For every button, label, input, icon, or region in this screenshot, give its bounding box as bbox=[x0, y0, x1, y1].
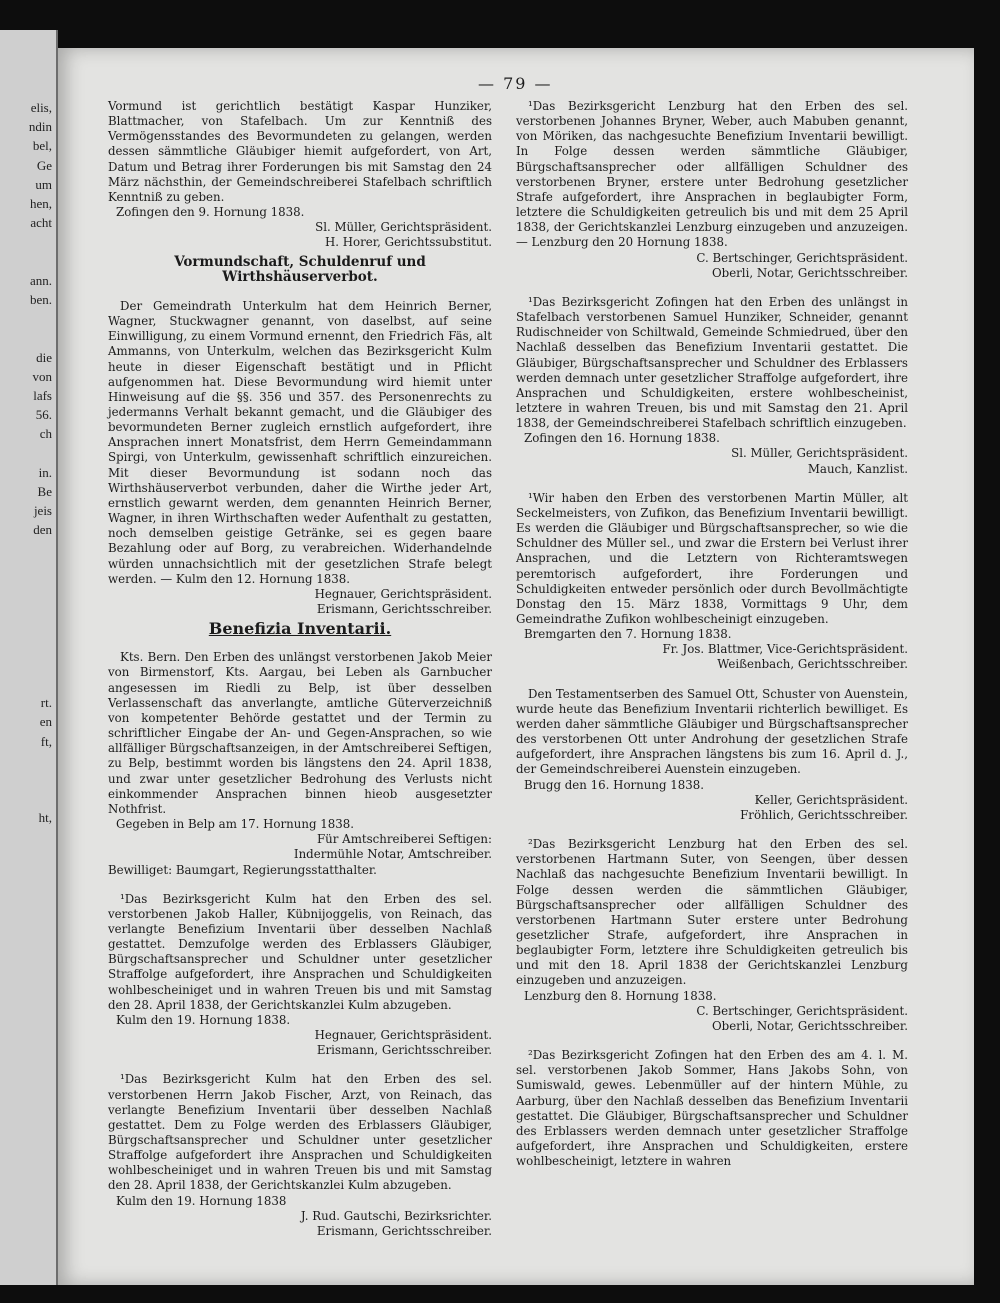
signature-line: Hegnauer, Gerichtspräsident. bbox=[314, 1028, 492, 1043]
margin-fragment: rt. bbox=[40, 695, 52, 711]
left-column bbox=[108, 99, 492, 1239]
margin-fragment: bel, bbox=[32, 138, 52, 154]
paragraph: Bewilliget: Baumgart, Regierungsstatthalter. bbox=[108, 862, 377, 877]
signature-line: Indermühle Notar, Amtschreiber. bbox=[293, 847, 492, 862]
date-line: Bremgarten den 7. Hornung 1838. bbox=[524, 627, 732, 642]
paragraph-gap bbox=[516, 477, 908, 491]
section-heading: Vormundschaft, Schuldenruf und Wirthshäuserverbot. bbox=[174, 253, 426, 285]
section-heading: Benefizia Inventarii. bbox=[208, 619, 392, 639]
date-line: Zofingen den 9. Hornung 1838. bbox=[116, 205, 305, 220]
paragraph: ¹Das Bezirksgericht Kulm hat den Erben des sel. verstorbenen Jakob Haller, Kübnijoggelis, von Reinach, das verlangte Benefizium Inventarii über desselben Nachlaß gestattet. Demzufolge werden des Erblassers Gläubiger, Bürgschaftsansprecher und Schuldner unter gesetzlicher Straffolge aufgefordert, ihre Ansprachen und Schuldigkeiten wohlbescheiniget und in wahren Treuen bis und mit Samstag den 28. April 1838, der Gerichtskanzlei Kulm abzugeben. bbox=[108, 891, 492, 1012]
paragraph: Kts. Bern. Den Erben des unlängst verstorbenen Jakob Meier von Birmenstorf, Kts. Aargau, bei Leben als Garnbucher angesessen im Riedli zu Belp, ist über desselben Verlassenschaft das anverlangte, amtliche Güterverzeichniß von kompetenter Behörde gestattet und der Termin zu schriftlicher Eingabe der An- und Gegen-Ansprachen, so wie allfälliger Bürgschaftsanzeigen, in der Amtschreiberei Seftigen, zu Belp, bestimmt worden bis längstens den 24. April 1838, und zwar unter gesetzlicher Bedrohung des Verlusts nicht einkommender Ansprachen binnen hieob ausgesetzter Nothfrist. bbox=[108, 650, 492, 816]
margin-fragment: ch bbox=[39, 426, 52, 442]
signature-line: C. Bertschinger, Gerichtspräsident. bbox=[696, 250, 908, 265]
margin-fragment: Be bbox=[37, 484, 52, 499]
margin-fragment: ht, bbox=[38, 810, 52, 826]
paragraph-gap bbox=[108, 636, 492, 650]
margin-fragment: en bbox=[39, 714, 52, 730]
paragraph-gap bbox=[516, 281, 908, 295]
margin-fragment: von bbox=[32, 368, 52, 384]
margin-fragment: den bbox=[33, 522, 52, 538]
signature-line: Erismann, Gerichtsschreiber. bbox=[316, 1043, 492, 1058]
signature-line: Erismann, Gerichtsschreiber. bbox=[316, 602, 492, 616]
paragraph: ¹Wir haben den Erben des verstorbenen Martin Müller, alt Seckelmeisters, von Zufikon, das Benefizium Inventarii bewilligt. Es werden die Gläubiger und Bürgschaftsansprecher, so wie die Schuldner des Müller sel., und zwar die Erstern bei Verlust ihrer Ansprachen, und die Letztern von Richteramtswegen peremtorisch aufgefordert, ihre Forderungen und Schuldigkeiten entweder persönlich oder durch Bevollmächtigte Donstag den 15. März 1838, Vormittags 9 Uhr, dem Gemeindrathe Zufikon wohlbescheinigt einzugeben. bbox=[516, 490, 908, 626]
signature-line: Hegnauer, Gerichtspräsident. bbox=[314, 586, 492, 601]
signature-line: Keller, Gerichtspräsident. bbox=[754, 792, 908, 807]
margin-fragment: ndin bbox=[28, 119, 52, 135]
margin-fragment: elis, bbox=[30, 100, 52, 115]
paragraph: ¹Das Bezirksgericht Lenzburg hat den Erben des sel. verstorbenen Johannes Bryner, Weber, auch Mabuben genannt, von Möriken, das nachgesuchte Benefizium Inventarii bewilligt. In Folge dessen werden sämmtliche Gläubiger, Bürgschaftsansprecher oder allfälligen Schuldner des verstorbenen Bryner, erstere unter Bedrohung gesetzlicher Strafe aufgefordert, ihre Ansprachen in beglaubigter Form, letztere die Schuldigkeiten getreulich bis und mit dem 25 April 1838, der Gerichtskanzlei Lenzburg einzugeben und anzuzeigen. — Lenzburg den 20 Hornung 1838. bbox=[516, 99, 908, 250]
margin-fragment: ben. bbox=[29, 292, 52, 307]
margin-fragment: hen, bbox=[29, 196, 52, 211]
date-line: Lenzburg den 8. Hornung 1838. bbox=[524, 988, 717, 1003]
signature-line: Weißenbach, Gerichtsschreiber. bbox=[717, 657, 908, 672]
margin-fragment: lafs bbox=[33, 388, 52, 403]
paragraph: ¹Das Bezirksgericht Zofingen hat den Erben des unlängst in Stafelbach verstorbenen Samuel Hunziker, Schneider, genannt Rudischneider von Schiltwald, Gemeinde Schmiedrued, über den Nachlaß desselben das Benefizium Inventarii gestattet. Die Gläubiger, Bürgschaftsansprecher und Schuldner des Erblassers werden demnach unter gesetzlicher Straffolge aufgefordert, ihre Ansprachen und Schuldigkeiten, erstere wohlbescheinist, letztere in wahren Treuen, bis und mit Samstag den 21. April 1838, der Gemeindschreiberei Stafelbach schriftlich einzugeben. bbox=[516, 294, 908, 431]
paragraph-gap bbox=[516, 823, 908, 837]
paragraph: Vormund ist gerichtlich bestätigt Kaspar Hunziker, Blattmacher, von Stafelbach. Um zur Kenntniß des Vermögensstandes des Bevormundeten zu gelangen, werden dessen sämmtliche Gläubiger hiemit aufgefordert, von Art, Datum und Betrag ihrer Forderungen bis mit Samstag den 24 März nächsthin, der Gemeindschreiberei Stafelbach schriftlich Kenntniß zu geben. bbox=[108, 99, 492, 204]
margin-fragment: 56. bbox=[35, 407, 52, 423]
signature-line: Fröhlich, Gerichtsschreiber. bbox=[740, 807, 908, 822]
signature-line: Mauch, Kanzlist. bbox=[807, 461, 908, 476]
paragraph-gap bbox=[108, 878, 492, 892]
paragraph-gap bbox=[108, 285, 492, 299]
paragraph: ¹Das Bezirksgericht Kulm hat den Erben des sel. verstorbenen Herrn Jakob Fischer, Arzt, von Reinach, das verlangte Benefizium Inventarii über desselben Nachlaß gestattet. Dem zu Folge werden des Erblassers Gläubiger, Bürgschaftsansprecher und Schuldner unter gesetzlicher Straffolge aufgefordert ihre Ansprachen und Schuldigkeiten wohlbescheiniget und in wahren Treuen bis und mit Samstag den 28. April 1838, der Gerichtskanzlei Kulm abzugeben. bbox=[108, 1072, 492, 1193]
signature-line: H. Horer, Gerichtssubstitut. bbox=[324, 235, 492, 250]
date-line: Gegeben in Belp am 17. Hornung 1838. bbox=[116, 817, 355, 832]
margin-fragment: acht bbox=[30, 215, 52, 231]
paragraph: Den Testamentserben des Samuel Ott, Schuster von Auenstein, wurde heute das Benefizium Inventarii richterlich bewilliget. Es werden daher sämmtliche Gläubiger und Bürgschaftsansprecher des verstorbenen Ott unter Androhung der gesetzlichen Strafe aufgefordert, ihre Ansprachen längstens bis zum 16. April d. J., der Gemeindschreiberei Auenstein einzugeben. bbox=[516, 686, 908, 777]
signature-line: Oberli, Notar, Gerichtsschreiber. bbox=[711, 1018, 908, 1033]
paragraph-gap bbox=[516, 1034, 908, 1048]
signature-line: J. Rud. Gautschi, Bezirksrichter. bbox=[300, 1208, 492, 1223]
signature-line: Sl. Müller, Gerichtspräsident. bbox=[731, 446, 908, 461]
paragraph: ²Das Bezirksgericht Lenzburg hat den Erben des sel. verstorbenen Hartmann Suter, von Seengen, über dessen Nachlaß das nachgesuchte Benefizium Inventarii bewilligt. In Folge dessen werden die sämmtlichen Gläubiger, Bürgschaftsansprecher oder allfälligen Schuldner des verstorbenen Hartmann Suter erstere unter Bedrohung gesetzlicher Strafe, aufgefordert, ihre Ansprachen in beglaubigter Form, letztere ihre Schuldigkeiten getreulich bis und mit den 18. April 1838 der Gerichtskanzlei Lenzburg einzugeben und anzuzeigen. bbox=[516, 837, 908, 988]
right-column bbox=[516, 99, 908, 1169]
date-line: Kulm den 19. Hornung 1838 bbox=[116, 1193, 287, 1208]
signature-line: C. Bertschinger, Gerichtspräsident. bbox=[696, 1003, 908, 1018]
signature-line: Erismann, Gerichtsschreiber. bbox=[316, 1223, 492, 1238]
paragraph: Der Gemeindrath Unterkulm hat dem Heinrich Berner, Wagner, Stuckwagner genannt, von daselbst, auf seine Einwilligung, zu einem Vormund ernennt, den Friedrich Fäs, alt Ammanns, von Unterkulm, welchen das Bezirksgericht Kulm heute in dieser Eigenschaft bestätigt und in Pflicht aufgenommen hat. Diese Bevormundung wird hiemit unter Hinweisung auf die §§. 356 und 357. des Personenrechts zu jedermanns Verhalt bekannt gemacht, und die Gläubiger des bevormundeten Berner zugleich ernstlich aufgefordert, ihre Ansprachen innert Monatsfrist, dem Herrn Gemeindammann Spirgi, von Unterkulm, gewissenhaft schriftlich einzureichen. Mit dieser Bevormundung ist sodann noch das Wirthshäuserverbot verbunden, daher die Wirthe jeder Art, ernstlich gewarnt werden, dem genannten Heinrich Berner, Wagner, in ihren Wirthschaften weder Aufenthalt zu gestatten, noch demselben geistige Getränke, sei es gegen baare Bezahlung oder auf Borg, zu verabreichen. Widerhandelnde würden unnachsichtlich mit der gesetzlichen Strafe belegt werden. — Kulm den 12. Hornung 1838. bbox=[108, 298, 492, 586]
page-number: — 79 — bbox=[478, 74, 553, 93]
adjacent-page-edge bbox=[0, 30, 58, 1285]
paragraph-gap bbox=[108, 1058, 492, 1072]
signature-line: Fr. Jos. Blattmer, Vice-Gerichtspräsident. bbox=[662, 642, 908, 657]
margin-fragment: ft, bbox=[40, 733, 52, 749]
margin-fragment: ann. bbox=[29, 272, 52, 288]
date-line: Zofingen den 16. Hornung 1838. bbox=[524, 431, 720, 446]
margin-fragment: jeis bbox=[33, 503, 52, 519]
paragraph-gap bbox=[516, 673, 908, 687]
margin-fragment: die bbox=[36, 349, 52, 365]
date-line: Brugg den 16. Hornung 1838. bbox=[524, 777, 705, 792]
margin-fragment: Ge bbox=[36, 157, 52, 173]
signature-line: Oberli, Notar, Gerichtsschreiber. bbox=[711, 265, 908, 280]
paragraph: ²Das Bezirksgericht Zofingen hat den Erben des am 4. l. M. sel. verstorbenen Jakob Sommer, Hans Jakobs Sohn, von Sumiswald, gewes. Lebenmüller auf der hintern Mühle, zu Aarburg, über den Nachlaß desselben das Benefizium Inventarii gestattet. Die Gläubiger, Bürgschaftsansprecher und Schuldner des Erblassers werden demnach unter gesetzlicher Straffolge aufgefordert, ihre Ansprachen und Schuldigkeiten, erstere wohlbescheinigt, letztere in wahren bbox=[516, 1048, 908, 1169]
signature-line: Für Amtschreiberei Seftigen: bbox=[317, 832, 492, 847]
margin-fragment: in. bbox=[38, 464, 52, 480]
margin-fragment: um bbox=[35, 176, 52, 192]
date-line: Kulm den 19. Hornung 1838. bbox=[116, 1012, 291, 1027]
signature-line: Sl. Müller, Gerichtspräsident. bbox=[315, 220, 492, 235]
